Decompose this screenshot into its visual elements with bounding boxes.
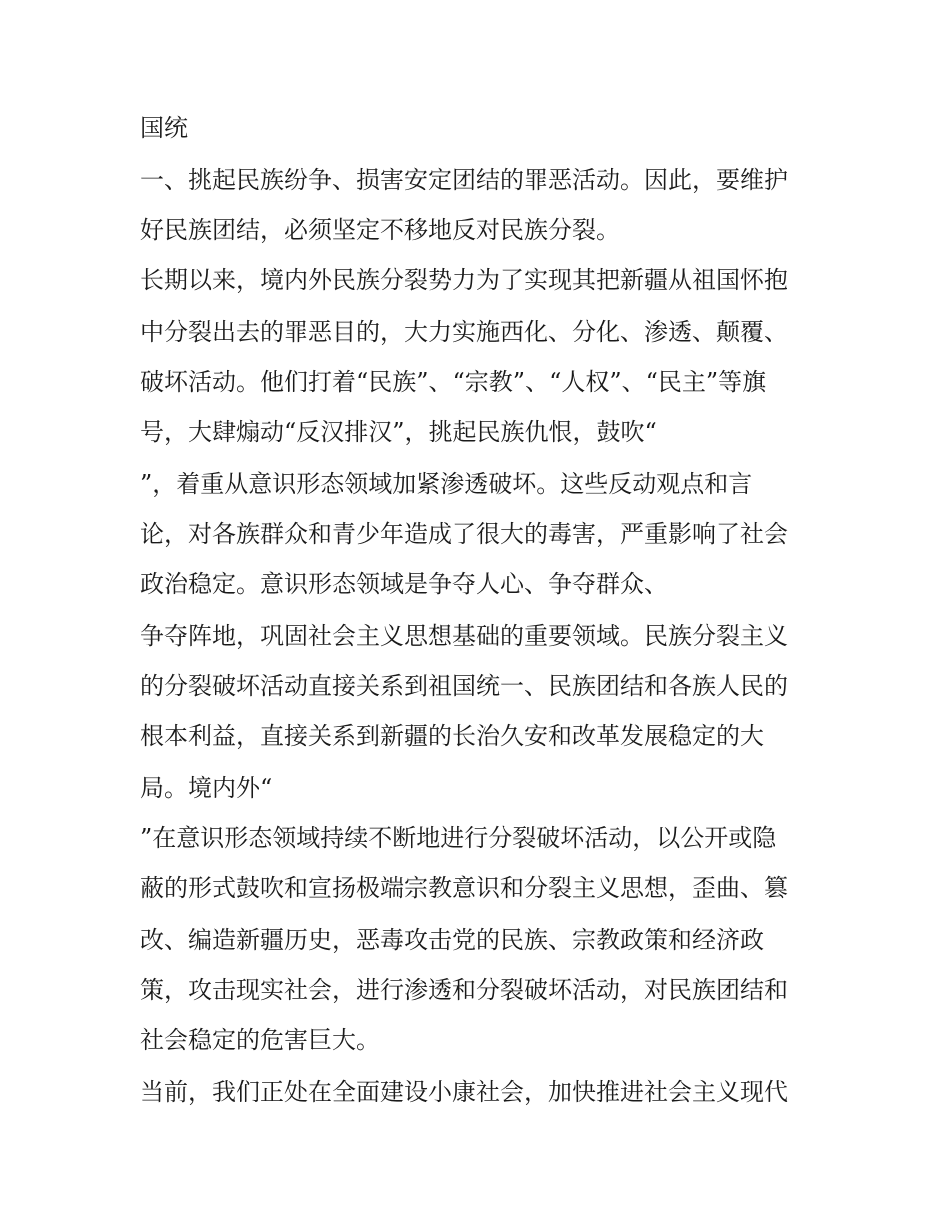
text-line: ”在意识形态领域持续不断地进行分裂破坏活动，以公开或隐	[140, 824, 777, 852]
text-line: 当前，我们正处在全面建设小康社会，加快推进社会主义现代	[140, 1078, 788, 1106]
text-line: 蔽的形式鼓吹和宣扬极端宗教意识和分裂主义思想，歪曲、篡	[140, 874, 788, 902]
text-line: 根本利益，直接关系到新疆的长治久安和改革发展稳定的大	[140, 722, 764, 750]
text-line: 社会稳定的危害巨大。	[140, 1026, 380, 1054]
text-line: 长期以来，境内外民族分裂势力为了实现其把新疆从祖国怀抱	[140, 266, 788, 294]
text-line: 局。境内外“	[140, 774, 273, 802]
text-line: 争夺阵地，巩固社会主义思想基础的重要领域。民族分裂主义	[140, 622, 788, 650]
text-line: 中分裂出去的罪恶目的，大力实施西化、分化、渗透、颠覆、	[140, 318, 788, 346]
text-line: 一、挑起民族纷争、损害安定团结的罪恶活动。因此，要维护	[140, 166, 788, 194]
text-line: 策，攻击现实社会，进行渗透和分裂破坏活动，对民族团结和	[140, 976, 788, 1004]
text-line: 破坏活动。他们打着“民族”、“宗教”、“人权”、“民主”等旗	[140, 368, 767, 396]
text-line: 改、编造新疆历史，恶毒攻击党的民族、宗教政策和经济政	[140, 926, 764, 954]
text-line: 的分裂破坏活动直接关系到祖国统一、民族团结和各族人民的	[140, 672, 788, 700]
text-line: 号，大肆煽动“反汉排汉”，挑起民族仇恨，鼓吹“	[140, 418, 657, 446]
text-line: 政治稳定。意识形态领域是争夺人心、争夺群众、	[140, 570, 668, 598]
text-line: 好民族团结，必须坚定不移地反对民族分裂。	[140, 216, 620, 244]
text-line: 国统	[140, 114, 188, 142]
text-line: 论，对各族群众和青少年造成了很大的毒害，严重影响了社会	[140, 520, 788, 548]
text-line: ”，着重从意识形态领域加紧渗透破坏。这些反动观点和言	[140, 470, 753, 498]
